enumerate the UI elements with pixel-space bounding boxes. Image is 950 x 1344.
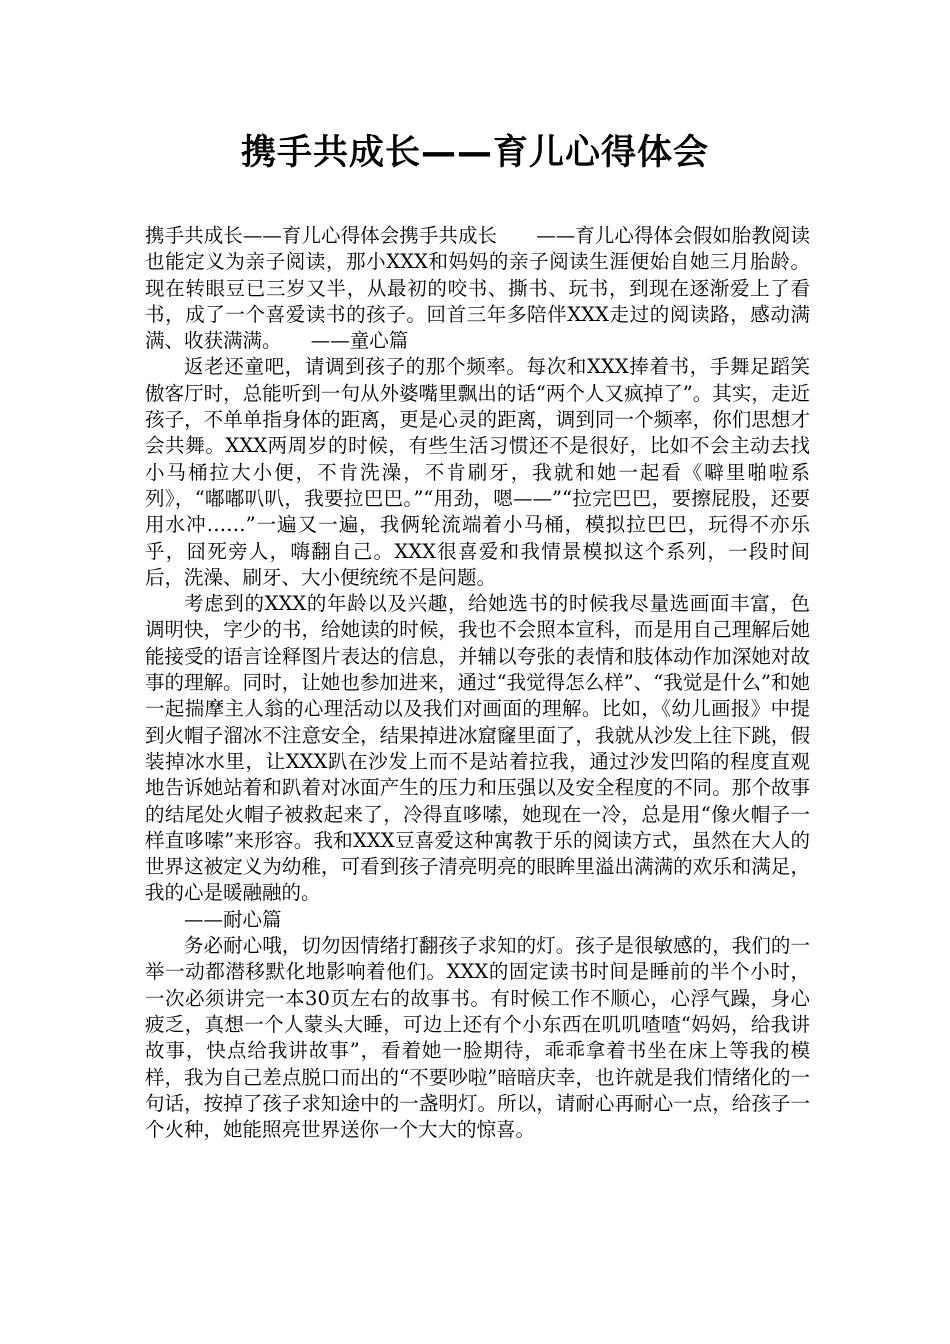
patience-section-heading: ——耐心篇	[184, 907, 282, 931]
patience-paragraph: 务必耐心哦，切勿因情绪打翻孩子求知的灯。孩子是很敏感的，我们的一举一动都潜移默化地影响着他们。XXX的固定读书时间是睡前的半个小时，一次必须讲完一本30页左右的故事书。有时候工作不顺心，心浮气躁，身心疲乏，真想一个人蒙头大睡，可边上还有个小东西在叽叽喳喳“妈妈，给我讲故事，快点给我讲故事”，看着她一脸期待，乖乖拿着书坐在床上等我的模样，我为自己差点脱口而出的“不要吵啦”暗暗庆幸，也许就是我们情绪化的一句话，按掉了孩子求知途中的一盏明灯。所以，请耐心再耐心一点，给孩子一个火种，她能照亮世界送你一个大大的惊喜。	[145, 934, 810, 1142]
childlike-heart-paragraph: 返老还童吧，请调到孩子的那个频率。每次和XXX捧着书，手舞足蹈笑傲客厅时，总能听到一句从外婆嘴里飘出的话“两个人又疯掉了”。其实，走近孩子，不单单指身体的距离，更是心灵的距离，调到同一个频率，你们思想才会共舞。XXX两周岁的时候，有些生活习惯还不是很好，比如不会主动去找小马桶拉大小便，不肯洗澡，不肯刷牙，我就和她一起看《噼里啪啦系列》，“嘟嘟叭叭，我要拉巴巴。”“用劲，嗯——”“拉完巴巴，要擦屁股，还要用水冲……”一遍又一遍，我俩轮流端着小马桶，模拟拉巴巴，玩得不亦乐乎，囧死旁人，嗨翻自己。XXX很喜爱和我情景模拟这个系列，一段时间后，洗澡、刷牙、大小便统统不是问题。	[145, 355, 810, 589]
document-title: 携手共成长——育儿心得体会	[240, 133, 709, 173]
intro-paragraph: 携手共成长——育儿心得体会携手共成长 ——育儿心得体会假如胎教阅读也能定义为亲子阅读，那小XXX和妈妈的亲子阅读生涯便始自她三月胎龄。现在转眼豆已三岁又半，从最初的咬书、撕书、玩书，到现在逐渐爱上了看书，成了一个喜爱读书的孩子。回首三年多陪伴XXX走过的阅读路，感动满满、收获满满。 ——童心篇	[145, 224, 810, 353]
document-body	[145, 223, 810, 1143]
age-interest-paragraph: 考虑到的XXX的年龄以及兴趣，给她选书的时候我尽量选画面丰富，色调明快，字少的书，给她读的时候，我也不会照本宣科，而是用自己理解后她能接受的语言诠释图片表达的信息，并辅以夸张的表情和肢体动作加深她对故事的理解。同时，让她也参加进来，通过“我觉得怎么样”、“我觉是什么”和她一起揣摩主人翁的心理活动以及我们对画面的理解。比如，《幼儿画报》中提到火帽子溜冰不注意安全，结果掉进冰窟窿里面了，我就从沙发上往下跳，假装掉冰水里，让XXX趴在沙发上而不是站着拉我，通过沙发凹陷的程度直观地告诉她站着和趴着对冰面产生的压力和压强以及安全程度的不同。那个故事的结尾处火帽子被救起来了，冷得直哆嗦，她现在一冷，总是用“像火帽子一样直哆嗦”来形容。我和XXX豆喜爱这种寓教于乐的阅读方式，虽然在大人的世界这被定义为幼稚，可看到孩子清亮明亮的眼眸里溢出满满的欢乐和满足，我的心是暖融融的。	[145, 592, 810, 905]
